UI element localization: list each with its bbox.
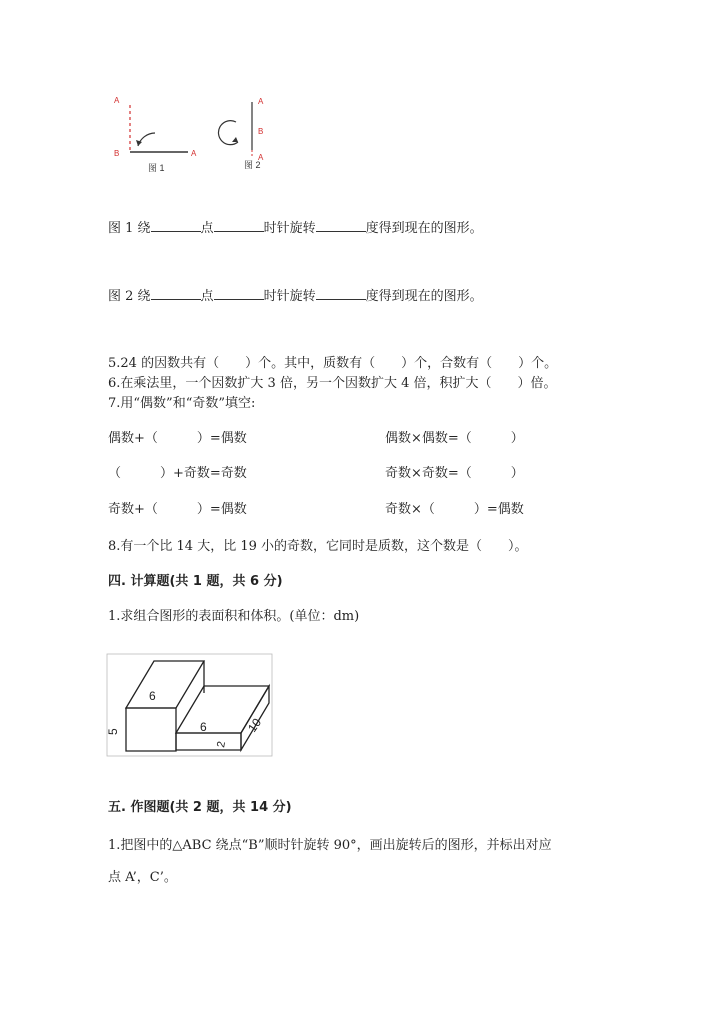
q7-right-3: 奇数×（ ）=偶数 (385, 502, 524, 517)
blank[interactable] (151, 288, 201, 300)
fig2-middle-label: B (258, 127, 264, 136)
q7-left-3: 奇数+（ ）=偶数 (108, 502, 247, 517)
blank[interactable] (214, 220, 264, 232)
label-height: 5 (106, 728, 120, 735)
fig1-arrow-icon (136, 140, 142, 146)
question-figure-2 (108, 285, 483, 304)
section-5-question-1-line-2: 点 A’，C’。 (108, 870, 177, 885)
q7-left-2: （ ）+奇数=奇数 (108, 466, 247, 481)
blank[interactable] (316, 220, 366, 232)
section-4-question-1: 1.求组合图形的表面积和体积。(单位：dm) (108, 609, 360, 624)
q-fig1-mid2: 时针旋转 (263, 221, 316, 236)
figure-1 (114, 96, 197, 173)
q-fig2-mid2: 时针旋转 (263, 289, 316, 304)
q7-left-1: 偶数+（ ）=偶数 (108, 431, 247, 446)
rotation-figures (100, 90, 290, 175)
tall-block-front (126, 708, 176, 751)
q-fig2-mid1: 点 (200, 289, 214, 304)
q-fig2-prefix: 图 2 绕 (108, 289, 151, 304)
question-figure-1 (108, 217, 483, 236)
q-fig1-suffix: 度得到现在的图形。 (365, 221, 483, 236)
q-fig1-mid1: 点 (200, 221, 214, 236)
blank[interactable] (316, 288, 366, 300)
tall-block-top (126, 661, 204, 708)
question-5: 5.24 的因数共有（ ）个。其中，质数有（ ）个，合数有（ ）个。 (108, 356, 558, 371)
section-5-question-1-line-1: 1.把图中的△ABC 绕点“B”顺时针旋转 90°，画出旋转后的图形，并标出对应 (108, 838, 552, 853)
fig2-arrow-icon (232, 137, 238, 142)
q-fig2-suffix: 度得到现在的图形。 (365, 289, 483, 304)
q7-right-1: 偶数×偶数=（ ） (385, 431, 524, 446)
stepped-solid-figure (106, 653, 274, 758)
figure-2 (218, 97, 264, 170)
label-step-length: 6 (200, 720, 207, 734)
label-depth: 10 (244, 715, 265, 735)
fig1-top-label: A (114, 96, 120, 105)
section-5-heading: 五. 作图题(共 2 题，共 14 分) (108, 800, 292, 815)
step-front (176, 733, 241, 750)
fig1-caption: 图 1 (148, 163, 165, 173)
question-7-title: 7.用“偶数”和“奇数”填空: (108, 396, 256, 411)
fig1-rotation-arc (138, 133, 155, 146)
blank[interactable] (214, 288, 264, 300)
fig1-right-label: A (191, 149, 197, 158)
blank[interactable] (151, 220, 201, 232)
fig2-bottom-label: A (258, 153, 264, 162)
fig1-corner-label: B (114, 149, 120, 158)
label-top-length: 6 (149, 689, 156, 703)
question-8: 8.有一个比 14 大，比 19 小的奇数，它同时是质数，这个数是（ ）。 (108, 539, 528, 554)
q-fig1-prefix: 图 1 绕 (108, 221, 151, 236)
fig2-top-label: A (258, 97, 264, 106)
section-4-heading: 四. 计算题(共 1 题，共 6 分) (108, 574, 283, 589)
q7-right-2: 奇数×奇数=（ ） (385, 466, 524, 481)
fig2-caption: 图 2 (244, 160, 261, 170)
label-step-height: 2 (215, 740, 229, 749)
question-6: 6.在乘法里，一个因数扩大 3 倍，另一个因数扩大 4 倍，积扩大（ ）倍。 (108, 376, 557, 391)
